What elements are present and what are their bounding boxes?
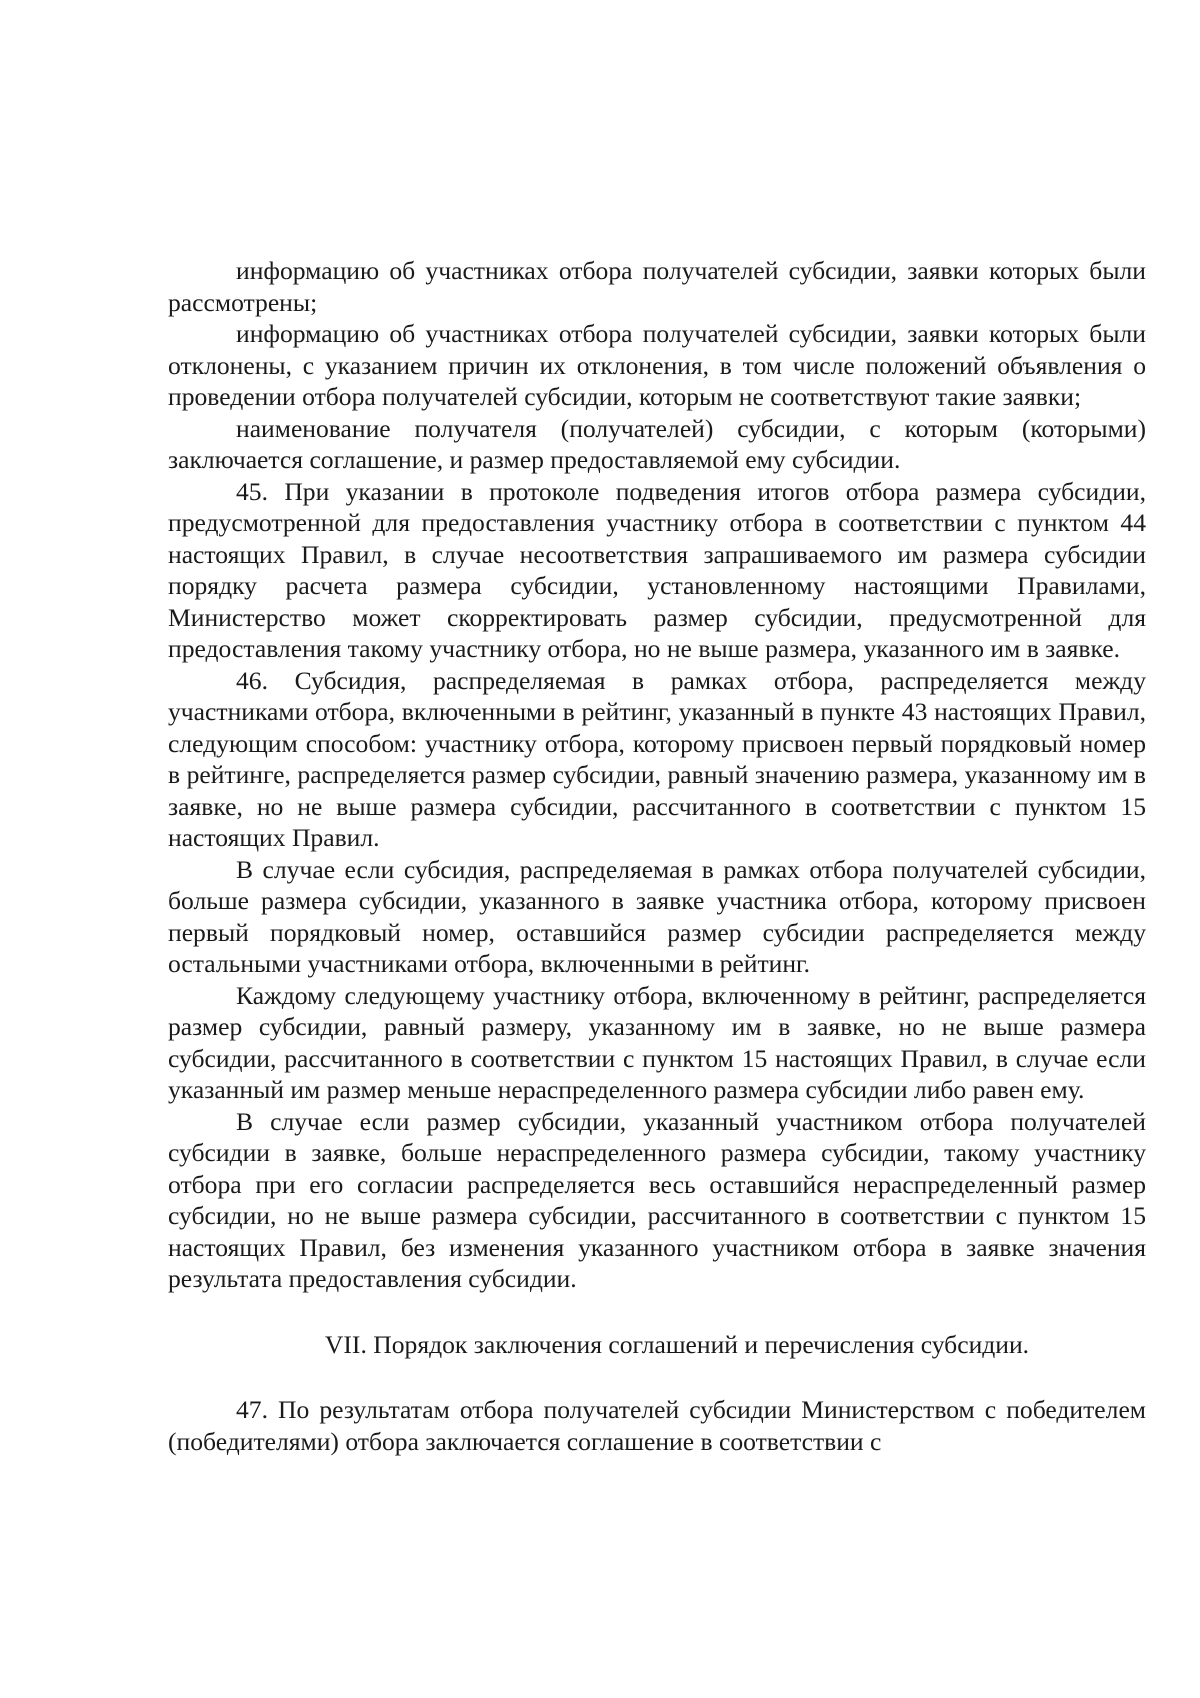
paragraph-each-next-participant: Каждому следующему участнику отбора, включенному в рейтинг, распределяется размер субсидии, равный размеру, указанному им в заявке, но не выше размера субсидии, рассчитанного в соответствии с пунктом 15 настоящих Правил, в случае если указанный им размер меньше нераспределенного размера субсидии либо равен ему. <box>168 980 1146 1104</box>
paragraph-clause-47: 47. По результатам отбора получателей субсидии Министерством с победителем (победителями) отбора заключается соглашение в соответствии с <box>168 1395 1146 1456</box>
document-body <box>168 255 1146 1457</box>
paragraph-considered-applicants: информацию об участниках отбора получателей субсидии, заявки которых были рассмотрены; <box>168 256 1146 317</box>
section-heading: VII. Порядок заключения соглашений и перечисления субсидии. <box>324 1329 1030 1359</box>
paragraph-rejected-applicants: информацию об участниках отбора получателей субсидии, заявки которых были отклонены, с указанием причин их отклонения, в том числе положений объявления о проведении отбора получателей субсидии, которым не соответствуют такие заявки; <box>168 319 1146 411</box>
paragraph-clause-45: 45. При указании в протоколе подведения итогов отбора размера субсидии, предусмотренной для предоставления участнику отбора в соответствии с пунктом 44 настоящих Правил, в случае несоответствия запрашиваемого им размера субсидии порядку расчета размера субсидии, установленному настоящими Правилами, Министерство может скорректировать размер субсидии, предусмотренной для предоставления такому участнику отбора, но не выше размера, указанного им в заявке. <box>168 476 1146 663</box>
paragraph-recipient-name: наименование получателя (получателей) субсидии, с которым (которыми) заключается соглашение, и размер предоставляемой ему субсидии. <box>168 413 1146 474</box>
paragraph-undistributed-amount: В случае если размер субсидии, указанный участником отбора получателей субсидии в заявке, больше нераспределенного размера субсидии, такому участнику отбора при его согласии распределяется весь оставшийся нераспределенный размер субсидии, но не выше размера субсидии, рассчитанного в соответствии с пунктом 15 настоящих Правил, без изменения указанного участником отбора в заявке значения результата предоставления субсидии. <box>168 1106 1146 1293</box>
paragraph-clause-46: 46. Субсидия, распределяемая в рамках отбора, распределяется между участниками отбора, включенными в рейтинг, указанный в пункте 43 настоящих Правил, следующим способом: участнику отбора, которому присвоен первый порядковый номер в рейтинге, распределяется размер субсидии, равный значению размера, указанному им в заявке, но не выше размера субсидии, рассчитанного в соответствии с пунктом 15 настоящих Правил. <box>168 665 1146 852</box>
paragraph-remaining-distribution: В случае если субсидия, распределяемая в рамках отбора получателей субсидии, больше размера субсидии, указанного в заявке участника отбора, которому присвоен первый порядковый номер, оставшийся размер субсидии распределяется между остальными участниками отбора, включенными в рейтинг. <box>168 854 1146 978</box>
